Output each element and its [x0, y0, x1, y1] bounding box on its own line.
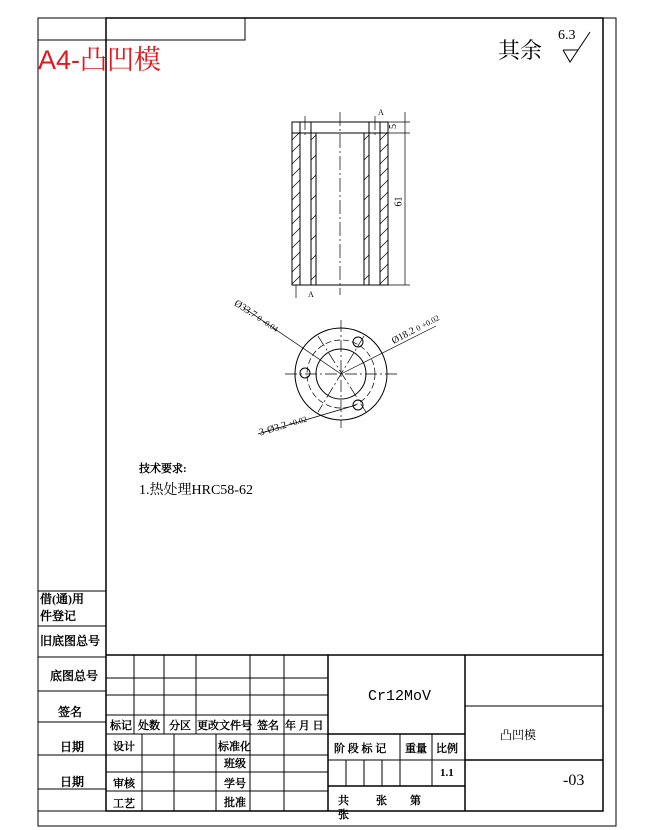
- roughness-value: 6.3: [558, 28, 576, 43]
- page-unit-label: 张: [376, 795, 387, 807]
- part-name: 凸凹模: [500, 728, 537, 742]
- total-label: 共: [338, 795, 349, 807]
- approve-label: 批准: [224, 797, 246, 809]
- process-label: 工艺: [113, 798, 135, 810]
- rev-header-zone: 分区: [169, 720, 191, 732]
- rev-header-date: 年 月 日: [285, 720, 324, 732]
- inner-frame: [106, 18, 603, 811]
- rev-header-sign: 签名: [257, 720, 279, 732]
- rev-header-count: 处数: [138, 720, 160, 732]
- side-borrow: 借(通)用: [40, 592, 84, 606]
- notes-item-1: 1.热处理HRC58-62: [139, 483, 253, 498]
- scale-label: 比例: [436, 743, 458, 755]
- top-left-box: [38, 18, 245, 40]
- dim-top-right: 5: [388, 124, 399, 129]
- section-mark-top: A: [378, 108, 384, 117]
- side-date-1: 日期: [60, 740, 85, 754]
- roughness-label: 其余: [498, 38, 543, 63]
- material: Cr12MoV: [368, 688, 432, 705]
- sheet-unit-label: 张: [338, 809, 349, 821]
- dim-outer-tol-upper: 0: [255, 313, 264, 324]
- rev-header-mark: 标记: [110, 720, 132, 732]
- corner-label: A4-凸凹模: [38, 45, 162, 75]
- scale-value: 1.1: [440, 767, 454, 779]
- stage-label: 阶 段 标 记: [334, 743, 387, 755]
- drawing-code: -03: [563, 772, 585, 789]
- student-no-label: 学号: [224, 778, 246, 790]
- side-old-drawing-no: 旧底图总号: [40, 634, 101, 648]
- standardize-label: 标准化: [218, 741, 251, 753]
- side-drawing-no: 底图总号: [50, 669, 99, 683]
- weight-label: 重量: [405, 743, 427, 755]
- dim-outer-tol-lower: -0.04: [260, 317, 280, 334]
- team-label: 班级: [224, 758, 246, 770]
- notes-title: 技术要求:: [139, 463, 187, 475]
- rev-header-file: 更改文件号: [197, 720, 252, 732]
- dim-holes-tol: +0.02: [287, 414, 308, 429]
- dim-inner-tol-lower: 0: [414, 323, 423, 334]
- outer-frame: [38, 18, 616, 826]
- side-signature: 签名: [58, 705, 83, 719]
- dim-inner-tol-upper: +0.02: [420, 313, 441, 330]
- section-view: [292, 112, 410, 298]
- dim-length: 61: [393, 196, 405, 207]
- dim-inner-diameter: Ø18.2: [390, 325, 418, 347]
- section-mark-bottom: A: [308, 290, 314, 299]
- review-label: 审核: [113, 778, 135, 790]
- design-label: 设计: [113, 741, 135, 753]
- side-date-2: 日期: [60, 775, 85, 789]
- dim-outer-diameter: Ø33.7: [232, 298, 259, 321]
- side-register: 件登记: [40, 609, 77, 623]
- page-label: 第: [410, 795, 421, 807]
- dim-holes: 3-Ø3.2: [258, 419, 289, 439]
